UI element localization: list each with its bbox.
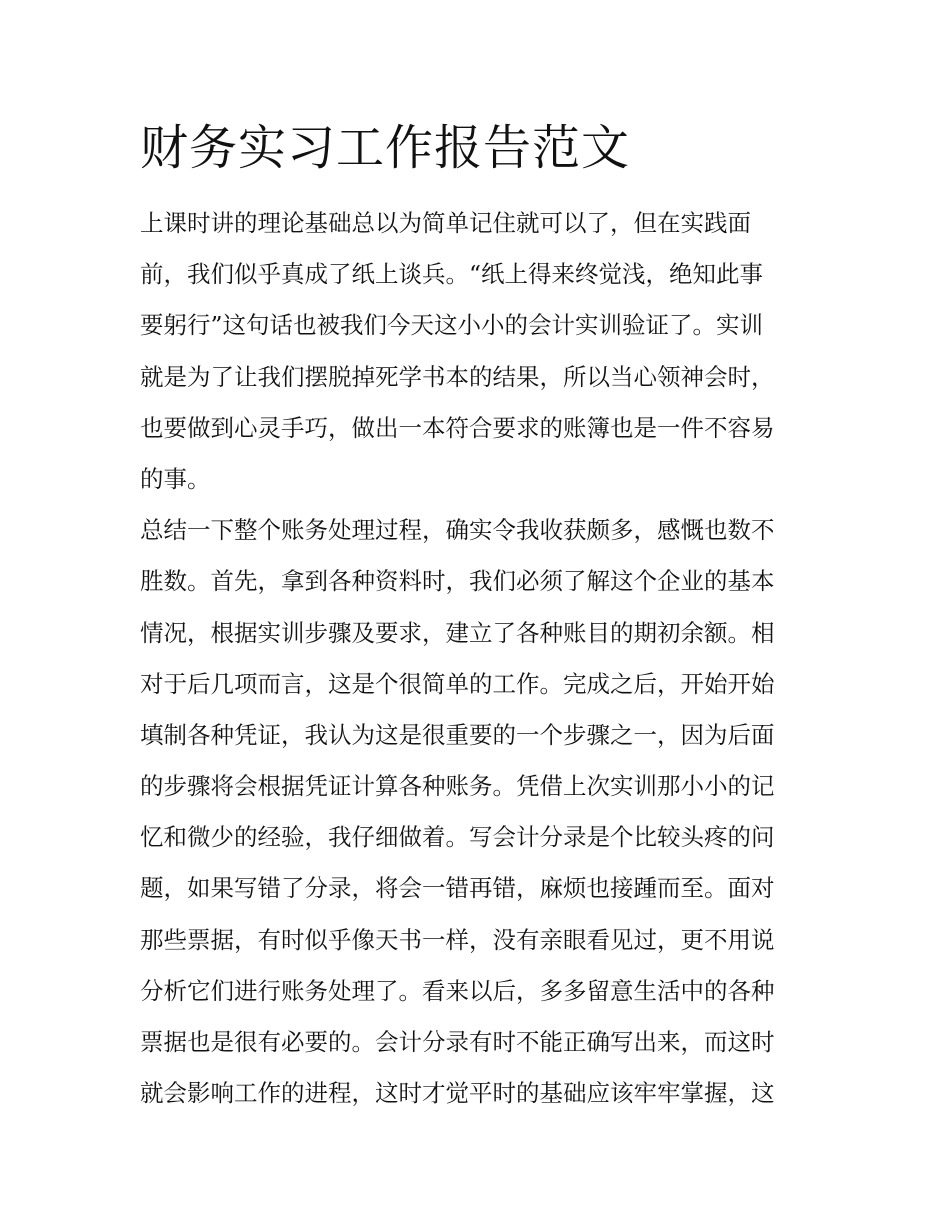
text-line: 总结一下整个账务处理过程，确实令我收获颇多，感慨也数不 [140, 516, 775, 545]
text-line: 前，我们似乎真成了纸上谈兵。“纸上得来终觉浅，绝知此事 [140, 260, 764, 289]
text-line: 情况，根据实训步骤及要求，建立了各种账目的期初余额。相 [140, 618, 775, 647]
paragraph-1 [140, 198, 820, 505]
text-line: 就会影响工作的进程，这时才觉平时的基础应该牢牢掌握，这 [140, 1079, 775, 1108]
text-line: 上课时讲的理论基础总以为简单记住就可以了，但在实践面 [140, 209, 751, 237]
text-line: 的事。 [140, 464, 211, 493]
text-line: 要躬行”这句话也被我们今天这小小的会计实训验证了。实训 [140, 311, 764, 340]
text-line: 分析它们进行账务处理了。看来以后，多多留意生活中的各种 [140, 976, 775, 1005]
text-line: 那些票据，有时似乎像天书一样，没有亲眼看见过，更不用说 [140, 925, 775, 954]
text-line: 也要做到心灵手巧，做出一本符合要求的账簿也是一件不容易 [140, 413, 775, 442]
text-line: 就是为了让我们摆脱掉死学书本的结果，所以当心领神会时， [140, 362, 775, 391]
text-line: 票据也是很有必要的。会计分录有时不能正确写出来，而这时 [140, 1028, 775, 1056]
paragraph-2 [140, 505, 820, 1119]
text-line: 填制各种凭证，我认为这是很重要的一个步骤之一，因为后面 [140, 720, 775, 749]
text-line: 忆和微少的经验，我仔细做着。写会计分录是个比较头疼的问 [140, 823, 775, 852]
document-body [140, 198, 820, 1119]
text-line: 胜数。首先，拿到各种资料时，我们必须了解这个企业的基本 [140, 567, 775, 596]
document-title: 财务实习工作报告范文 [140, 120, 631, 176]
text-line: 题，如果写错了分录，将会一错再错，麻烦也接踵而至。面对 [140, 874, 775, 903]
text-line: 的步骤将会根据凭证计算各种账务。凭借上次实训那小小的记 [140, 772, 775, 801]
text-line: 对于后几项而言，这是个很简单的工作。完成之后，开始开始 [140, 669, 775, 698]
